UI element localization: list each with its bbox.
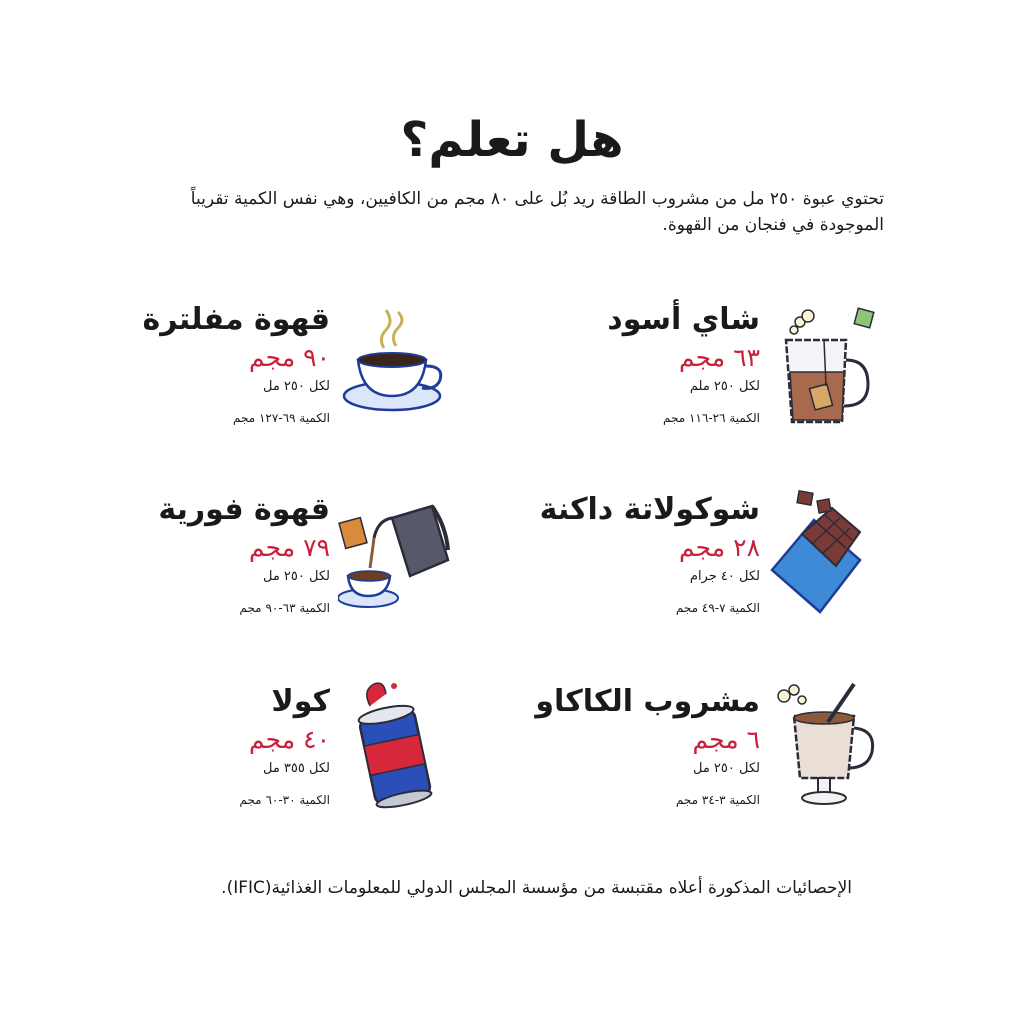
item-range: الكمية ٦٣-٩٠ مجم <box>239 601 330 615</box>
item-range: الكمية ٧-٤٩ مجم <box>675 601 760 615</box>
item-serving: لكل ٢٥٠ مل <box>692 761 760 776</box>
item-name: مشروب الكاكاو <box>535 684 760 719</box>
item-name: شوكولاتة داكنة <box>539 492 760 527</box>
item-dark-chocolate <box>460 490 880 640</box>
item-name: قهوة مفلترة <box>142 302 330 337</box>
item-name: شاي أسود <box>607 302 760 337</box>
item-black-tea <box>460 300 880 450</box>
item-name: كولا <box>271 684 330 719</box>
item-caffeine-amount: ٤٠ مجم <box>249 725 330 754</box>
item-caffeine-amount: ٢٨ مجم <box>679 533 760 562</box>
item-caffeine-amount: ٧٩ مجم <box>249 533 330 562</box>
item-serving: لكل ٢٥٠ مل <box>262 569 330 584</box>
item-range: الكمية ٣٠-٦٠ مجم <box>239 793 330 807</box>
item-caffeine-amount: ٦ مجم <box>692 725 760 754</box>
item-serving: لكل ٣٥٥ مل <box>262 761 330 776</box>
item-serving: لكل ٢٥٠ ملم <box>689 379 760 394</box>
item-caffeine-amount: ٦٣ مجم <box>679 343 760 372</box>
item-range: الكمية ٦٩-١٢٧ مجم <box>233 411 330 425</box>
cola-can-icon <box>338 682 450 812</box>
item-serving: لكل ٤٠ جرام <box>689 569 760 584</box>
item-cola <box>30 682 450 832</box>
item-name: قهوة فورية <box>158 492 330 527</box>
kettle-cup-icon <box>338 490 450 620</box>
item-range: الكمية ٢٦-١١٦ مجم <box>663 411 760 425</box>
chocolate-bar-icon <box>768 490 880 620</box>
cocoa-mug-icon <box>768 682 880 812</box>
item-range: الكمية ٣-٣٤ مجم <box>675 793 760 807</box>
intro-text: تحتوي عبوة ٢٥٠ مل من مشروب الطاقة ريد بُل على ٨٠ مجم من الكافيين، وهي نفس الكمية تقريباً الموجودة في فنجان من القهوة. <box>190 189 884 235</box>
page-title: هل تعلم؟ <box>400 112 624 168</box>
item-instant-coffee <box>30 490 450 640</box>
tea-glass-icon <box>768 300 880 430</box>
item-filter-coffee <box>30 300 450 450</box>
source-note: الإحصائيات المذكورة أعلاه مقتبسة من مؤسسة المجلس الدولي للمعلومات الغذائية(IFIC). <box>221 878 852 898</box>
item-cocoa-drink <box>460 682 880 832</box>
coffee-cup-icon <box>338 300 450 430</box>
item-caffeine-amount: ٩٠ مجم <box>249 343 330 372</box>
item-serving: لكل ٢٥٠ مل <box>262 379 330 394</box>
